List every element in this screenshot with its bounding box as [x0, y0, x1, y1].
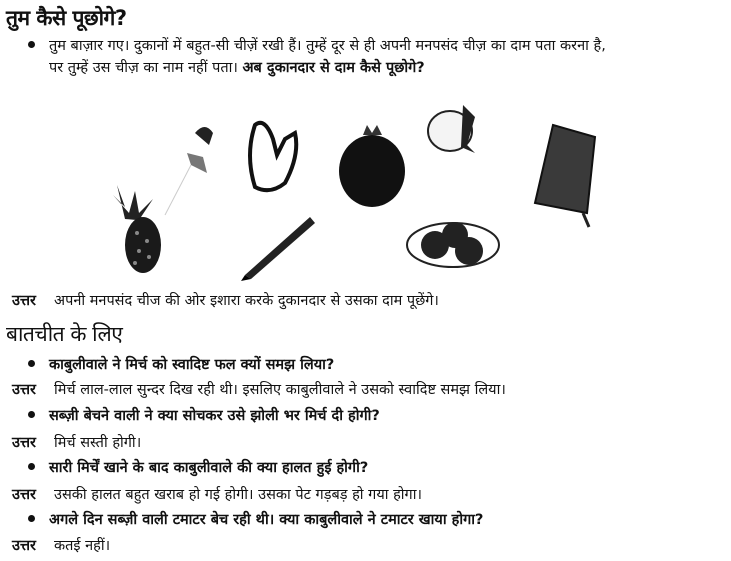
mango-icon [250, 123, 296, 190]
answer-text: मिर्च सस्ती होगी। [54, 435, 142, 451]
intro-paragraph-line2 [49, 58, 425, 79]
answer-row-1 [12, 290, 439, 310]
intro-paragraph-line1 [28, 36, 606, 57]
question-4 [28, 509, 483, 529]
bullet-icon [28, 463, 35, 470]
intro-question: अब दुकानदार से दाम कैसे पूछोगे? [242, 60, 425, 76]
answer-label: उत्तर [12, 435, 36, 451]
bullet-icon [28, 411, 35, 418]
section-title-conversation: बातचीत के लिए [6, 322, 123, 346]
question-text: अगले दिन सब्ज़ी वाली टमाटर बेच रही थी। क्या काबुलीवाले ने टमाटर खाया होगा? [49, 512, 484, 528]
pencil-icon [241, 217, 315, 281]
answer-text: कतई नहीं। [54, 538, 111, 554]
bullet-icon [28, 41, 35, 48]
section-title-how-will-you-ask: तुम कैसे पूछोगे? [6, 6, 127, 30]
answer-text: मिर्च लाल-लाल सुन्दर दिख रही थी। इसलिए काबुलीवाले ने उसको स्वादिष्ट समझ लिया। [54, 382, 506, 398]
intro-text-2: पर तुम्हें उस चीज़ का नाम नहीं पता। [49, 60, 243, 76]
question-1 [28, 354, 334, 374]
pineapple-icon [113, 185, 161, 273]
question-text: सारी मिर्चें खाने के बाद काबुलीवाले की क्या हालत हुई होगी? [49, 460, 369, 476]
shop-items-illustration [95, 95, 655, 285]
answer-label: उत्तर [12, 487, 36, 503]
intro-text-1: तुम बाज़ार गए। दुकानों में बहुत-सी चीज़ें रखी हैं। तुम्हें दूर से ही अपनी मनपसंद चीज़ का दाम पता करना है, [49, 38, 606, 54]
answer-text: अपनी मनपसंद चीज की ओर इशारा करके दुकानदार से उसका दाम पूछेंगे। [54, 293, 439, 309]
pomegranate-icon [339, 125, 405, 207]
answer-label: उत्तर [12, 538, 36, 554]
plate-of-sweets-icon [407, 222, 499, 267]
ice-cream-icon [165, 127, 213, 215]
answer-label: उत्तर [12, 293, 36, 309]
bullet-icon [28, 360, 35, 367]
question-2 [28, 405, 380, 425]
kite-icon [535, 125, 595, 227]
answer-4 [12, 535, 110, 555]
question-text: सब्ज़ी बेचने वाली ने क्या सोचकर उसे झोली भर मिर्च दी होगी? [49, 408, 380, 424]
lemon-icon [428, 105, 475, 153]
bullet-icon [28, 515, 35, 522]
answer-text: उसकी हालत बहुत खराब हो गई होगी। उसका पेट गड़बड़ हो गया होगा। [54, 487, 422, 503]
answer-label: उत्तर [12, 382, 36, 398]
question-3 [28, 457, 368, 477]
answer-1 [12, 379, 506, 399]
question-text: काबुलीवाले ने मिर्च को स्वादिष्ट फल क्यों समझ लिया? [49, 357, 335, 373]
answer-3 [12, 484, 422, 504]
answer-2 [12, 432, 141, 452]
